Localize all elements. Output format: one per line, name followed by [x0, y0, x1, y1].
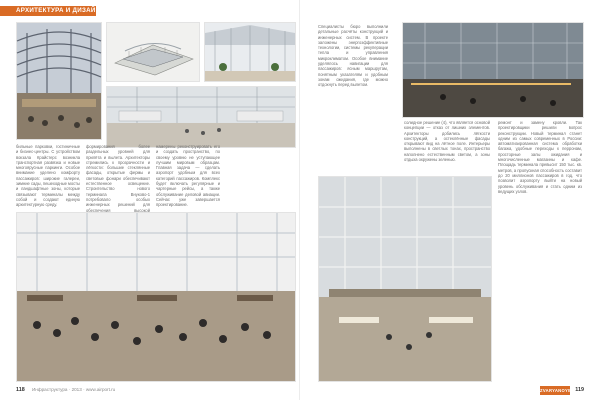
- publisher-logo: ZVARYANOYE: [540, 388, 572, 393]
- photo-terminal-roof-interior: [16, 22, 102, 140]
- left-footer-text: Инфраструктура · 2013 · www.airport.ru: [31, 387, 116, 392]
- left-text-column-2: формирования более раздельных уровней для прилёта и вылета. Архитекторы стремились к прозрачности и лёгкости: большие стеклянные фасады, открытые фермы и световые фонари обеспечивают естественное освещение. Строительство нового терминала Внуково-1 потребовало особых инженерных решений для обеспечения высокой: [86, 144, 150, 213]
- section-header-label: АРХИТЕКТУРА И ДИЗАЙН: [16, 7, 101, 14]
- left-footer: [16, 386, 115, 394]
- photo-terminal-facade-night: [402, 22, 584, 118]
- right-page: [300, 0, 600, 400]
- right-text-column-2: ремонт и замену кровли. Так проектировщики решили вопрос реконструкции. Новый терминал станет одним из самых современных в России: автоматизированная система обработки багажа, удобные переходы к перронам, просторные залы ожидания и многочисленные магазины и кафе. Площадь терминала превысит 150 тыс. кв. метров, а пропускная способность составит до 20 миллионов пассажиров в год, что позволит аэропорту выйти на новый уровень обслуживания и стать одним из ведущих узлов.: [498, 120, 582, 194]
- right-page-number: 119: [575, 387, 584, 393]
- right-text-column-top: Специалисты бюро выполнили детальные расчёты конструкций и инженерных систем. В проекте заложены энергоэффективные технологии, системы рекуперации тепла и управления микроклиматом. Особое внимание уделялось навигации для пассажиров: ясным маршрутам, понятным указателям и удобным зонам ожидания, где можно отдохнуть перед вылетом.: [318, 24, 388, 88]
- left-page-number: 118: [16, 387, 25, 393]
- photo-airport-exterior: [16, 212, 296, 382]
- photo-terminal-model: [106, 22, 200, 82]
- right-footer: [575, 386, 584, 394]
- right-text-column-1: солидное решение (4), что является основой концепции — отказ от лишних элементов. Архитекторы добились лёгкости конструкций, а остеклённые фасады открывают вид на лётное поле. Интерьеры выполнены в светлых тонах, пространство наполнено естественным светом, а зоны отдыха окружены зеленью.: [404, 120, 490, 163]
- left-text-column-1: бильные парковки, гостиничные и бизнес-центры. С устройством вокзала Крайстерс возникла транспортная развязка и новые многоярусные паркинги. Особое внимание уделено комфорту пассажиров: широкие галереи, зимние сады, пешеходные мосты и ландшафтные зоны, которые связывают терминалы между собой и создают единую архитектурную среду.: [16, 144, 80, 208]
- photo-terminal-hall-render: [204, 22, 296, 82]
- left-text-column-3: намерены реконструировать его и создать пространство, по своему уровню не уступающее лучшим мировым образцам. Главная задача — сделать аэропорт удобным для всех категорий пассажиров. Комплекс будет включать регулярные и чартерные рейсы, а также обслуживание деловой авиации. Сейчас уже завершается проектирование.: [156, 144, 220, 208]
- photo-passenger-hall: [318, 176, 492, 382]
- photo-departure-hall: [106, 86, 296, 148]
